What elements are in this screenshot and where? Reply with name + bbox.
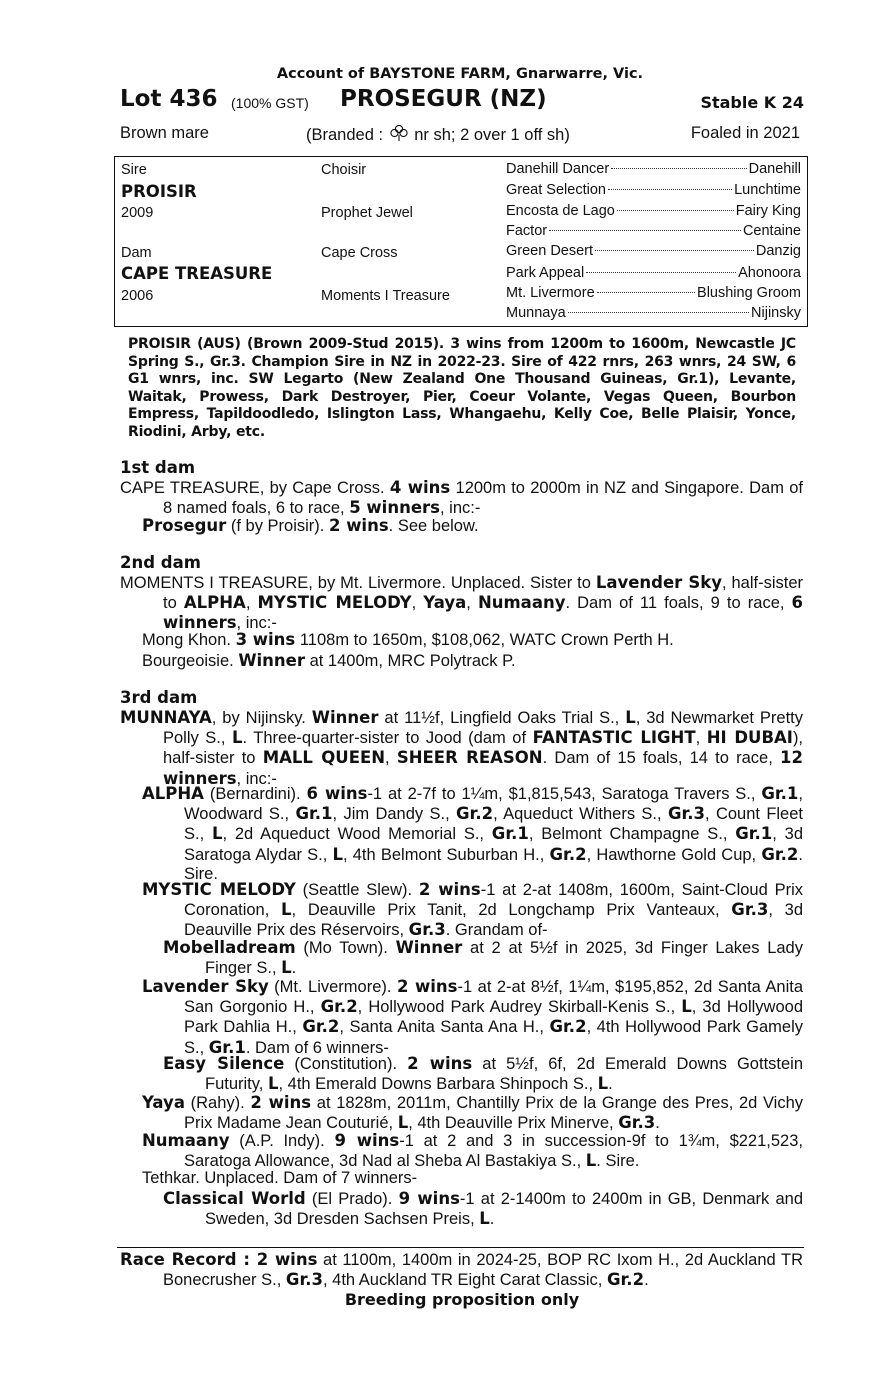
progeny-entry-classical-world: Classical World (El Prado). 9 wins-1 at 2-1400m to 2400m in GB, Denmark and Sweden, 3d Dresden Sachsen Preis, L. (163, 1189, 803, 1229)
sire-summary: PROISIR (AUS) (Brown 2009-Stud 2015). 3 wins from 1200m to 1600m, Newcastle JC Spring S., Gr.3. Champion Sire in NZ in 2022-23. Sire of 422 rnrs, 263 wnrs, 24 SW, 6 G1 wnrs, inc. SW Legarto (New Zealand One Thousand Guineas, Gr.1), Levante, Waitak, Prowess, Dark Destroyer, Pier, Coeur Volante, Vegas Queen, Bourbon Empress, Tapildoodledo, Islington Lass, Whangaehu, Kelly Coe, Belle Plaisir, Yonce, Riodini, Arby, etc. (128, 336, 796, 440)
gst-note: (100% GST) (231, 95, 309, 111)
second-dam-foal: Mong Khon. 3 wins 1108m to 1650m, $108,062, WATC Crown Perth H. (142, 630, 674, 649)
sire-year: 2009 (121, 205, 154, 221)
gen3-row (506, 265, 801, 285)
clover-brand-icon (388, 124, 410, 142)
gen3-dam: Danehill (748, 161, 801, 177)
second-dam-foal: Bourgeoisie. Winner at 1400m, MRC Polytrack P. (142, 651, 516, 670)
gen3-dam: Blushing Groom (697, 285, 801, 301)
dam-dam: Moments I Treasure (321, 288, 450, 304)
gen3-sire: Danehill Dancer (506, 161, 610, 177)
gen3-row (506, 161, 801, 181)
sire-label: Sire (121, 162, 147, 178)
progeny-entry-alpha: ALPHA (Bernardini). 6 wins-1 at 2-7f to 1¼m, $1,815,543, Saratoga Travers S., Gr.1, Woodward S., Gr.1, Jim Dandy S., Gr.2, Aqueduct Withers S., Gr.3, Count Fleet S., L, 2d Aqueduct Wood Memorial S., Gr.1, Belmont Champagne S., Gr.1, 3d Saratoga Alydar S., L, 4th Belmont Suburban H., Gr.2, Hawthorne Gold Cup, Gr.2. Sire. (142, 784, 803, 883)
sire-name: PROISIR (121, 182, 197, 201)
gen3-dam: Nijinsky (751, 305, 801, 321)
progeny-entry-yaya: Yaya (Rahy). 2 wins at 1828m, 2011m, Chantilly Prix de la Grange des Pres, 2d Vichy Prix Madame Jean Couturié, L, 4th Deauville Prix Minerve, Gr.3. (142, 1093, 803, 1133)
foaled-year: Foaled in 2021 (690, 124, 800, 142)
brand-suffix: nr sh; 2 over 1 off sh) (409, 126, 570, 144)
gen3-row (506, 285, 801, 305)
progeny-entry-mystic-melody: MYSTIC MELODY (Seattle Slew). 2 wins-1 at 2-at 1408m, 1600m, Saint-Cloud Prix Coronation, L, Deauville Prix Tanit, 2d Longchamp Prix Vanteaux, Gr.3, 3d Deauville Prix des Réservoirs, Gr.3. Grandam of- (142, 880, 804, 940)
progeny-entry-lavender-sky: Lavender Sky (Mt. Livermore). 2 wins-1 at 2-at 8½f, 1¼m, $195,852, 2d Santa Anita San Gorgonio H., Gr.2, Hollywood Park Audrey Skirball-Kenis S., L, 3d Hollywood Park Dahlia H., Gr.2, Santa Anita Santa Ana H., Gr.2, 4th Hollywood Park Gamely S., Gr.1. Dam of 6 winners- (142, 977, 803, 1057)
gen3-sire: Park Appeal (506, 265, 585, 281)
gen3-row (506, 182, 801, 202)
gen3-sire: Green Desert (506, 243, 594, 259)
dam-label: Dam (121, 245, 152, 261)
second-dam-heading: 2nd dam (120, 553, 201, 572)
gen3-sire: Great Selection (506, 182, 606, 198)
gen3-row (506, 305, 801, 325)
gen3-sire: Factor (506, 223, 548, 239)
gen3-dam: Lunchtime (734, 182, 801, 198)
lot-number: Lot 436 (120, 86, 218, 112)
dam-name: CAPE TREASURE (121, 264, 273, 283)
third-dam-paragraph: MUNNAYA, by Nijinsky. Winner at 11½f, Lingfield Oaks Trial S., L, 3d Newmarket Pretty Polly S., L. Three-quarter-sister to Jood (dam of FANTASTIC LIGHT, HI DUBAI), half-sister to MALL QUEEN, SHEER REASON. Dam of 15 foals, 14 to race, 12 winners, inc:- (120, 708, 804, 788)
progeny-entry-easy-silence: Easy Silence (Constitution). 2 wins at 5½f, 6f, 2d Emerald Downs Gottstein Futurity, L, 4th Emerald Downs Barbara Shinpoch S., L. (163, 1054, 804, 1094)
first-dam-paragraph: CAPE TREASURE, by Cape Cross. 4 wins 1200m to 2000m in NZ and Singapore. Dam of 8 named foals, 6 to race, 5 winners, inc:- (120, 478, 803, 518)
gen3-row (506, 203, 801, 223)
dam-sire: Cape Cross (321, 245, 398, 261)
divider-rule (117, 1247, 804, 1248)
dam-year: 2006 (121, 288, 154, 304)
gen3-sire: Mt. Livermore (506, 285, 595, 301)
first-dam-heading: 1st dam (120, 458, 196, 477)
first-dam-foal: Prosegur (f by Proisir). 2 wins. See below. (142, 516, 479, 535)
progeny-entry-tethkar: Tethkar. Unplaced. Dam of 7 winners- (142, 1169, 418, 1187)
pedigree-table (114, 156, 808, 327)
sire-dam: Prophet Jewel (321, 205, 413, 221)
gen3-dam: Centaine (742, 223, 801, 239)
gen3-dam: Fairy King (735, 203, 801, 219)
race-record: Race Record : 2 wins at 1100m, 1400m in 2024-25, BOP RC Ixom H., 2d Auckland TR Bonecrusher S., Gr.3, 4th Auckland TR Eight Carat Classic, Gr.2. (120, 1250, 804, 1290)
second-dam-paragraph: MOMENTS I TREASURE, by Mt. Livermore. Unplaced. Sister to Lavender Sky, half-sister to ALPHA, MYSTIC MELODY, Yaya, Numaany. Dam of 11 foals, 9 to race, 6 winners, inc:- (120, 573, 804, 633)
lot-header (120, 86, 804, 118)
third-dam-heading: 3rd dam (120, 688, 198, 707)
sire-sire: Choisir (321, 162, 367, 178)
stable-location: Stable K 24 (700, 93, 804, 112)
gen3-row (506, 243, 801, 263)
horse-name: PROSEGUR (NZ) (340, 86, 547, 112)
vendor-account: Account of BAYSTONE FARM, Gnarwarre, Vic. (276, 66, 644, 82)
progeny-entry-mobelladream: Mobelladream (Mo Town). Winner at 2 at 5½f in 2025, 3d Finger Lakes Lady Finger S., L. (163, 938, 803, 978)
gen3-row (506, 223, 801, 243)
gen3-sire: Munnaya (506, 305, 566, 321)
gen3-dam: Ahonoora (738, 265, 801, 281)
sex-colour: Brown mare (120, 124, 209, 142)
brand-description (306, 124, 570, 145)
gen3-sire: Encosta de Lago (506, 203, 615, 219)
breeding-note: Breeding proposition only (344, 1290, 580, 1309)
progeny-entry-numaany: Numaany (A.P. Indy). 9 wins-1 at 2 and 3 in succession-9f to 1¾m, $221,523, Saratoga Allowance, 3d Nad al Sheba Al Bastakiya S., L. Sire. (142, 1131, 803, 1171)
gen3-dam: Danzig (755, 243, 801, 259)
brand-prefix: (Branded : (306, 126, 388, 144)
